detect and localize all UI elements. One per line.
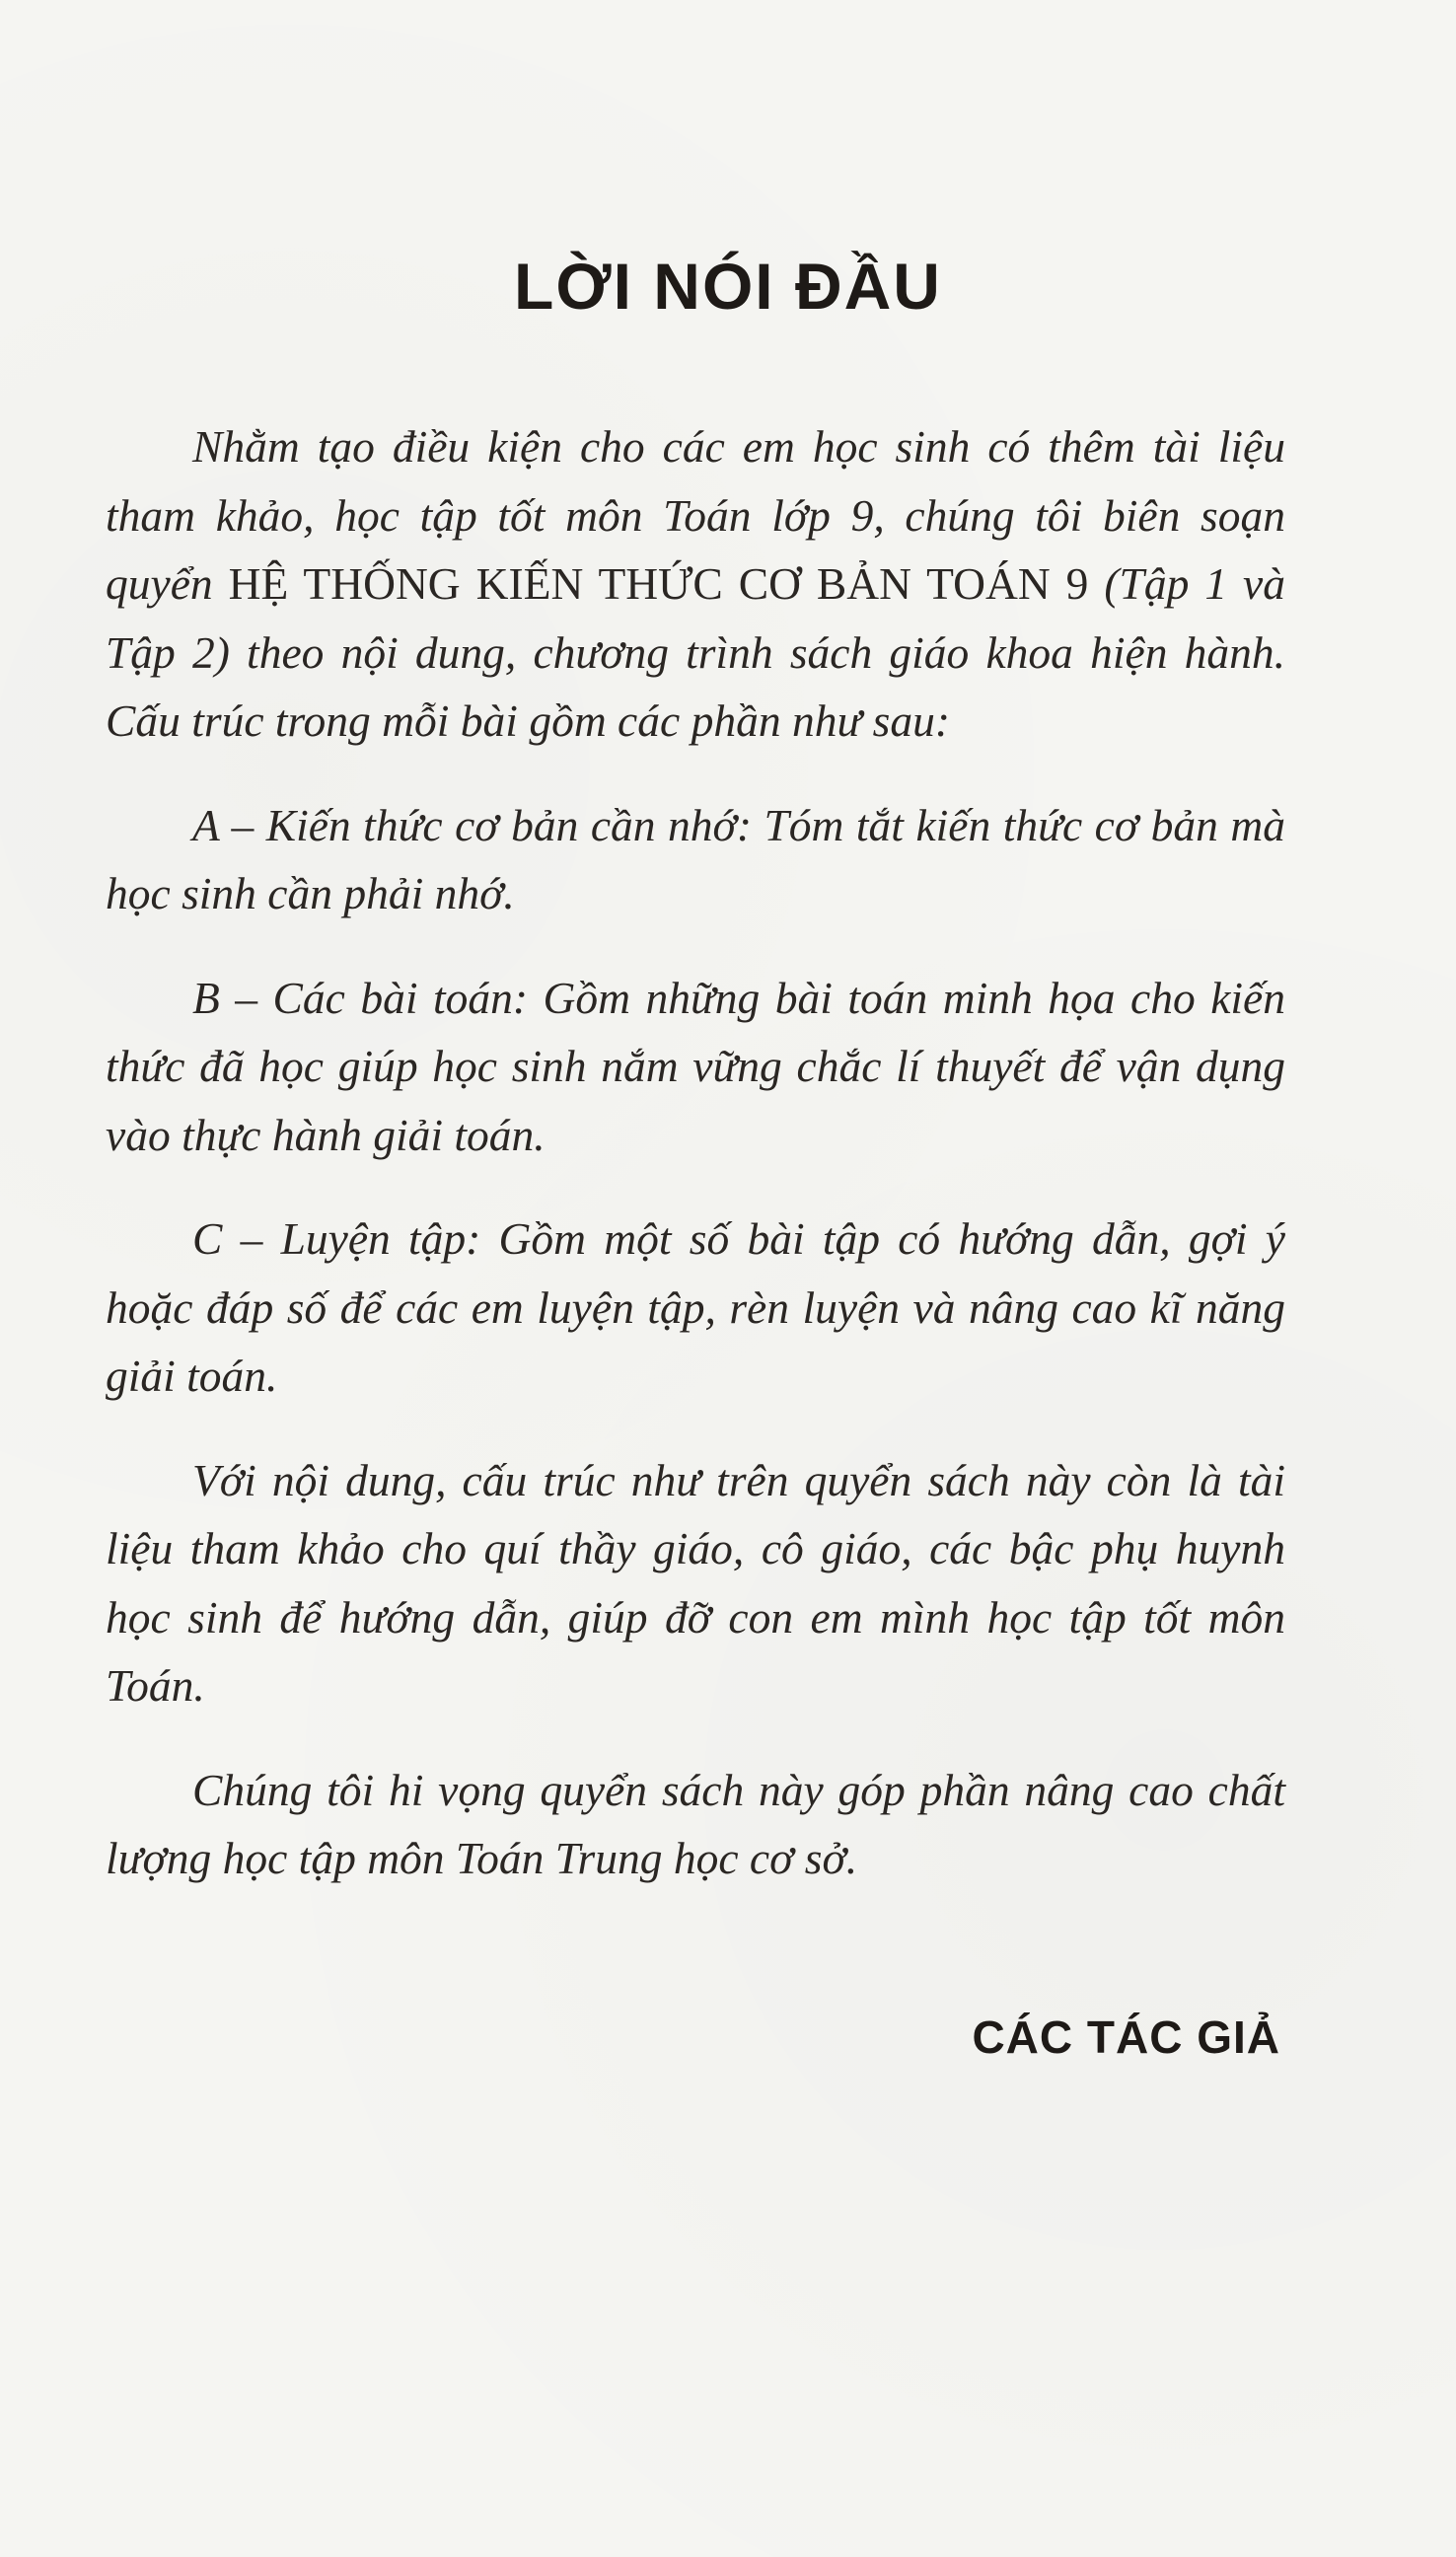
signature-authors: CÁC TÁC GIẢ: [972, 2011, 1280, 2063]
page-title: LỜI NÓI ĐẦU: [514, 250, 942, 323]
paragraph-section-a: A – Kiến thức cơ bản cần nhớ: Tóm tắt kiến thức cơ bản mà học sinh cần phải nhớ.: [106, 799, 1285, 918]
paragraph-audience: Với nội dung, cấu trúc như trên quyển sách này còn là tài liệu tham khảo cho quí thầy giáo, cô giáo, các bậc phụ huynh học sinh để hướng dẫn, giúp đỡ con em mình học tập tốt môn Toán.: [106, 1454, 1285, 1711]
paragraph-closing: Chúng tôi hi vọng quyển sách này góp phần nâng cao chất lượng học tập môn Toán Trung học cơ sở.: [106, 1764, 1285, 1883]
book-title-inline: HỆ THỐNG KIẾN THỨC CƠ BẢN TOÁN 9: [228, 558, 1089, 609]
paragraph-intro-text-1: Nhằm tạo điều kiện cho các em học sinh có thêm tài liệu tham khảo, học tập tốt môn Toán lớp 9, chúng tôi biên soạn quyển: [106, 421, 1285, 609]
paragraph-section-b: B – Các bài toán: Gồm những bài toán minh họa cho kiến thức đã học giúp học sinh nắm vững chắc lí thuyết để vận dụng vào thực hành giải toán.: [106, 972, 1285, 1160]
paragraph-intro: [106, 412, 1285, 756]
preface-body: [106, 412, 1285, 1893]
paragraph-section-c: C – Luyện tập: Gồm một số bài tập có hướng dẫn, gợi ý hoặc đáp số để các em luyện tập, rèn luyện và nâng cao kĩ năng giải toán.: [106, 1213, 1285, 1401]
paragraph-intro-text-2: (Tập 1 và Tập 2) theo nội dung, chương trình sách giáo khoa hiện hành. Cấu trúc trong mỗi bài gồm các phần như sau:: [106, 558, 1286, 746]
